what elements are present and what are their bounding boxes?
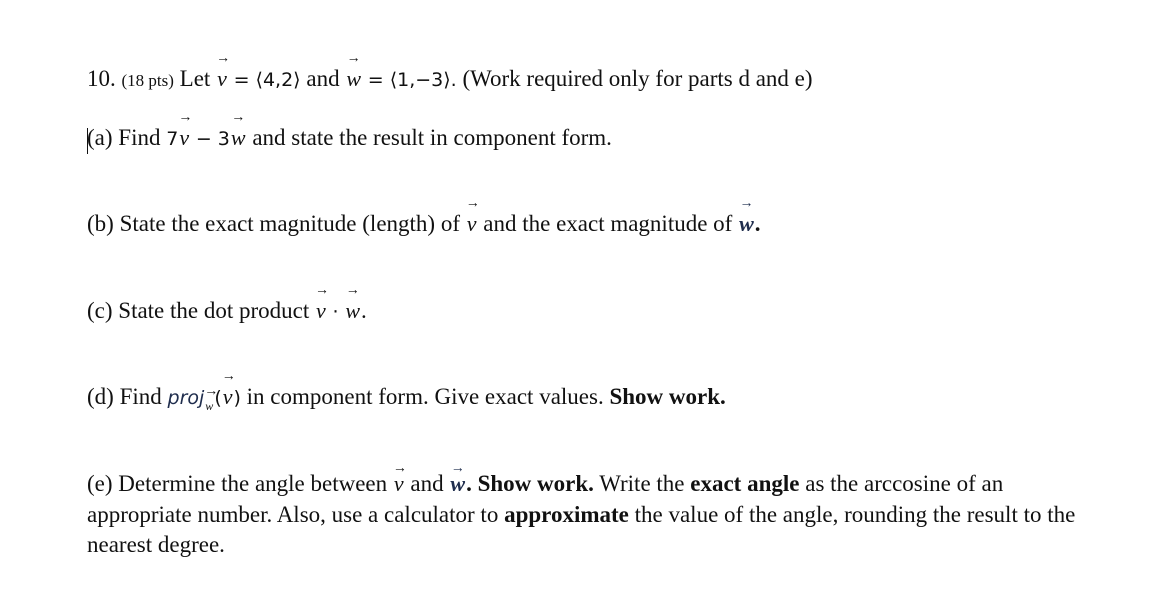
vector-w-subscript: → $_w$ [204, 399, 214, 414]
vector-w [449, 471, 466, 496]
problem-header [87, 66, 813, 92]
vector-w-bold: → w [738, 211, 755, 237]
vector-v: → v [222, 384, 234, 410]
dot-symbol: · [332, 301, 339, 323]
part-a-coef-3: − 3 [195, 128, 230, 150]
part-a [87, 125, 612, 151]
part-a-find: Find [118, 125, 161, 150]
part-d-bold: Show work. [609, 384, 726, 409]
proj-operator: proj [167, 387, 205, 409]
part-c [87, 298, 367, 324]
vector-w: → w [230, 125, 247, 151]
vector-w-bold: → w [449, 469, 466, 499]
vector-v: → v [466, 211, 478, 237]
part-b [87, 211, 761, 237]
part-b-end: . [754, 211, 761, 236]
part-e-bold3: approximate [504, 502, 629, 527]
vector-v: → v [393, 469, 405, 499]
part-e [87, 469, 1087, 560]
part-c-label: (c) [87, 298, 113, 323]
problem-points: (18 pts) [121, 71, 174, 90]
part-a-coef-7: 7 [166, 128, 179, 150]
part-d-find: Find [119, 384, 162, 409]
part-e-text1: Determine the angle between [118, 471, 388, 496]
part-e-text3: as the arccosine of an appropriate number. Also, use a calculator to [87, 471, 1004, 527]
part-c-end: . [361, 298, 367, 323]
part-d-text: in component form. Give exact values. [246, 384, 604, 409]
w-definition: = ⟨1,−3⟩. [367, 69, 457, 91]
vector-w: → w [344, 298, 361, 324]
proj-open-paren: ( [214, 387, 222, 409]
v-definition: = ⟨4,2⟩ [233, 69, 301, 91]
part-e-bold2: exact angle [690, 471, 800, 496]
part-b-label: (b) [87, 211, 114, 236]
part-b-text1: State the exact magnitude (length) of [119, 211, 460, 236]
part-e-label: (e) [87, 471, 113, 496]
problem-note: (Work required only for parts d and e) [462, 66, 813, 91]
vector-v: → v [178, 125, 190, 151]
part-a-label: (a) [87, 125, 113, 150]
part-b-text2: and the exact magnitude of [483, 211, 733, 236]
vector-w: → w [345, 66, 362, 92]
part-e-text2: Write the [599, 471, 685, 496]
vector-w [738, 211, 755, 236]
proj-close-paren: ) [233, 387, 241, 409]
part-d-label: (d) [87, 384, 114, 409]
part-e-and: and [410, 471, 444, 496]
part-a-text: and state the result in component form. [252, 125, 612, 150]
vector-v: → v [216, 66, 228, 92]
part-d [87, 384, 726, 414]
proj-subscript [204, 399, 214, 413]
part-c-text: State the dot product [118, 298, 310, 323]
vector-v: → v [315, 298, 327, 324]
and-text: and [306, 66, 340, 91]
part-e-text4: the value of the angle, rounding the result to the nearest degree. [87, 502, 1076, 557]
problem-number: 10. [87, 66, 116, 91]
let-text: Let [179, 66, 211, 91]
part-e-bold1: Show work. [477, 471, 594, 496]
part-e-end1: . [466, 471, 472, 496]
